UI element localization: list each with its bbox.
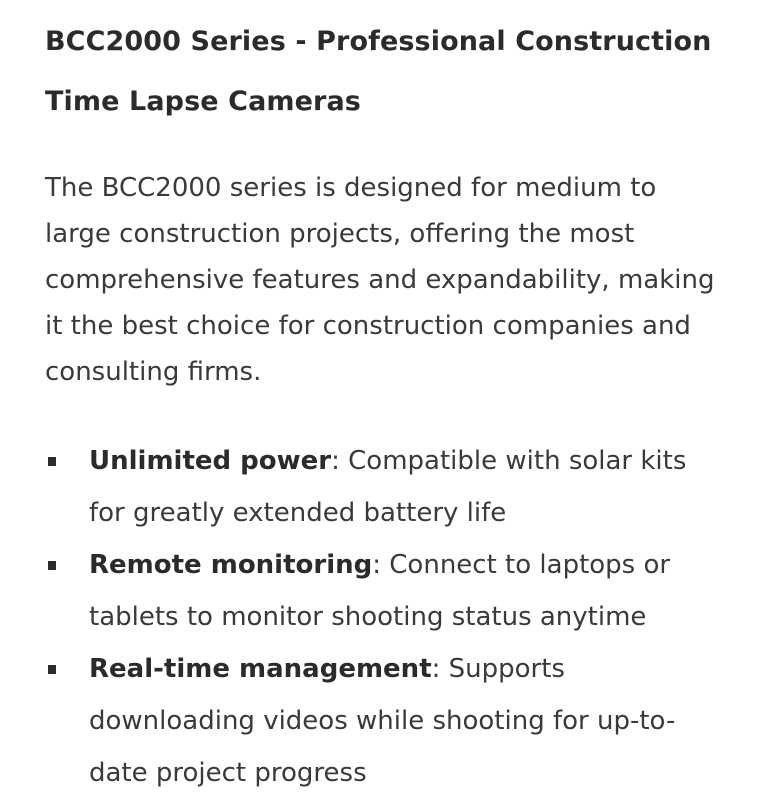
feature-separator: : <box>331 446 340 476</box>
feature-list <box>45 435 728 799</box>
feature-name: Unlimited power <box>89 446 332 476</box>
intro-paragraph: The BCC2000 series is designed for medium to large construction projects, offering the most comprehensive features and expandability, making it the best choice for construction companies and consulting firms. <box>45 173 715 387</box>
feature-item-unlimited-power <box>45 435 728 539</box>
feature-separator: : <box>372 550 382 580</box>
bullet-icon <box>48 561 56 570</box>
feature-name: Remote monitoring <box>89 550 373 580</box>
feature-description: Compatible with solar kits for greatly extended battery life <box>89 446 687 528</box>
page-title: BCC2000 Series - Professional Construction Time Lapse Cameras <box>45 26 712 117</box>
feature-description: Supports downloading videos while shooting for up-to-date project progress <box>89 654 676 788</box>
bullet-icon <box>48 457 56 466</box>
feature-item-real-time-management <box>45 643 728 799</box>
feature-name: Real-time management <box>89 654 432 684</box>
bullet-icon <box>48 665 56 674</box>
feature-separator: : <box>431 654 441 684</box>
feature-description: Connect to laptops or tablets to monitor shooting status anytime <box>89 550 671 632</box>
feature-item-remote-monitoring <box>45 539 728 643</box>
